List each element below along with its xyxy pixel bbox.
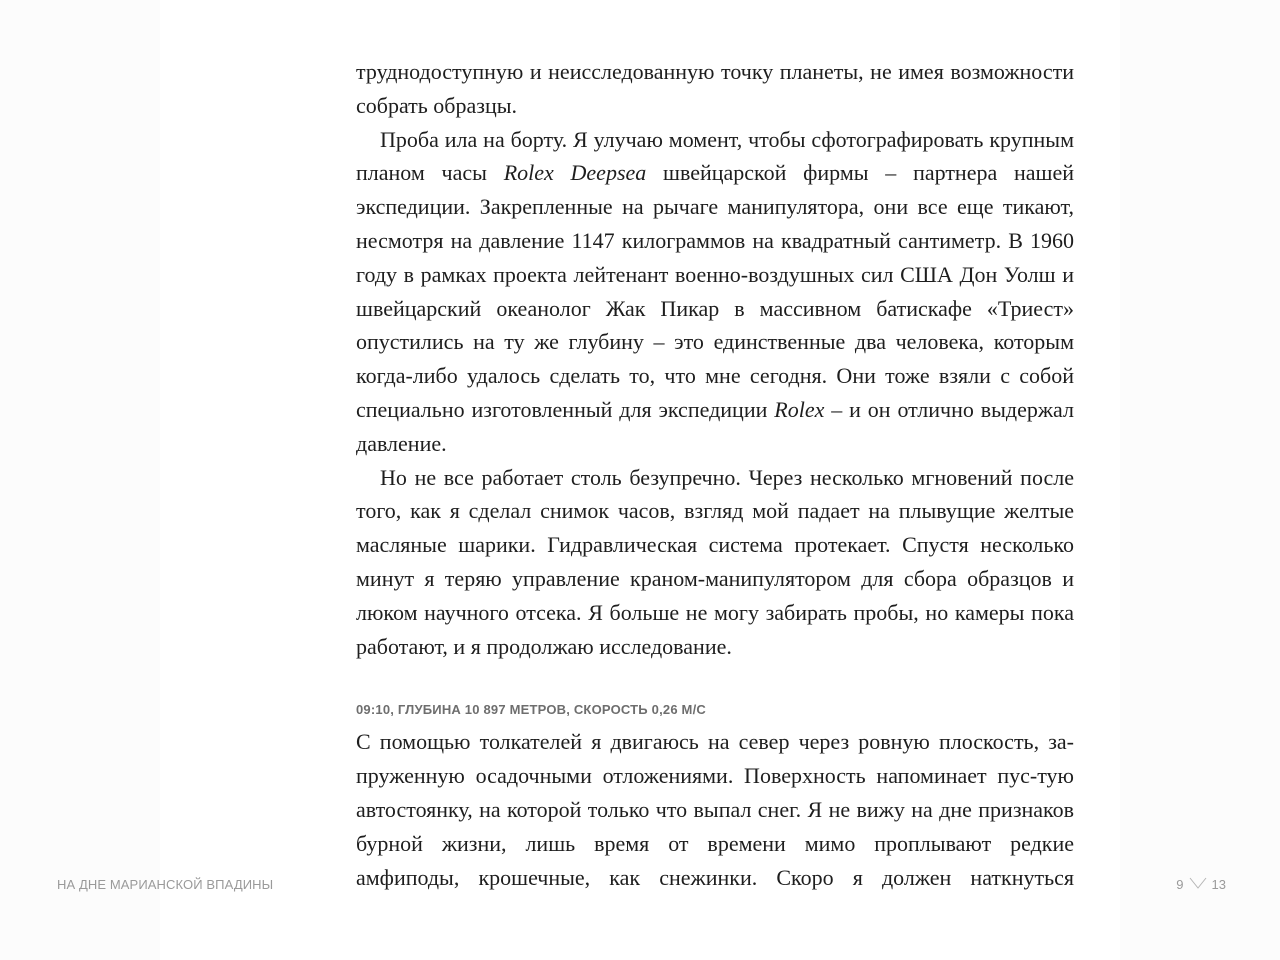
italic-rolex: Rolex (774, 396, 825, 422)
running-title: НА ДНЕ МАРИАНСКОЙ ВПАДИНЫ (57, 877, 274, 892)
paragraph-hydraulics: Но не все работает столь безупречно. Через несколько мгновений после того, как я сделал снимок часов, взгляд мой падает на плывущие желтые масляные шарики. Гидравлическая система протекает. Спустя несколько минут я теряю управление краном-манипулятором для сбора образцов и люком научного отсека. Я больше не могу забирать пробы, но камеры пока работают, и я продолжаю исследование. (356, 464, 1074, 659)
paragraph-rolex-text-3: – и он отлично выдержал давление. (356, 396, 1074, 456)
page-current: 9 (1176, 877, 1184, 892)
italic-rolex-deepsea: Rolex Deepsea (503, 160, 647, 186)
section-heading: 09:10, ГЛУБИНА 10 897 МЕТРОВ, СКОРОСТЬ 0,26 М/С (356, 702, 706, 718)
paragraph-rolex (356, 123, 1074, 461)
page-indicator (1176, 876, 1226, 894)
paragraph-rolex-text-2: швейцарской фирмы – партнера нашей экспедиции. Закрепленные на рычаге манипулятора, они все еще тикают, несмотря на давление 1147 килограммов на квадратный сантиметр. В 1960 году в рамках проекта лейтенант военно-воздушных сил США Дон Уолш и швейцарский океанолог Жак Пикар в массивном батискафе «Триест» опустились на ту же глубину – это единственные два человека, которым когда-либо удалось сделать то, что мне сегодня. Они тоже взяли с собой специально изготовленный для экспедиции (356, 160, 1074, 422)
paragraph-rolex-text-1: Проба ила на борту. Я улучаю момент, чтобы сфотографировать крупным планом часы (356, 126, 1074, 186)
right-margin (1120, 0, 1280, 960)
page-total: 13 (1211, 877, 1226, 892)
left-margin (0, 0, 160, 960)
page-separator-icon (1189, 876, 1207, 894)
paragraph-thrusters: С помощью толкателей я двигаюсь на север через ровную плоскость, запруженную осадочными отложениями. Поверхность напоминает пус-тую автостоянку, на которой только что выпал снег. Я не вижу на дне признаков бурной жизни, лишь время от времени мимо проплывают редкие амфиподы, крошечные, как снежинки. Скоро я должен наткнуться (356, 729, 1074, 890)
text-column (356, 55, 1074, 894)
paragraph-continuation: труднодоступную и неисследованную точку планеты, не имея возможности собрать образцы. (356, 59, 1074, 118)
